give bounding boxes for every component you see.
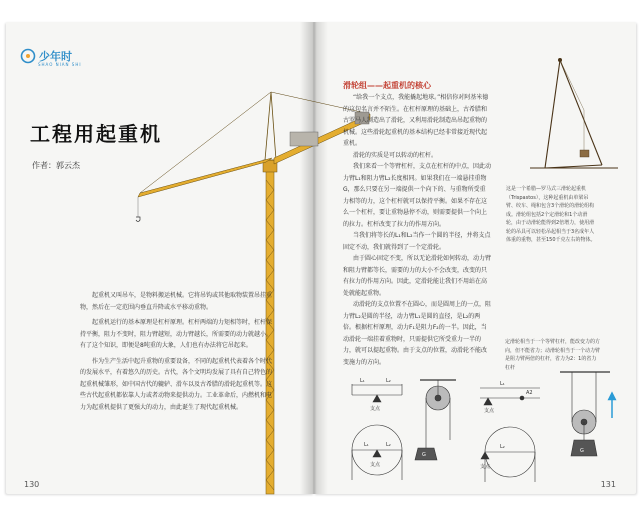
paragraph: “给我一个支点，我能撬起地球。”相信你对阿基米德的这句名言并不陌生。在杠杆原理的基础上，古希腊和古罗马人制造出了滑轮，又利用滑轮制造出吊起重物的机械。这些滑轮起重机的基本结构已经非常接近现代起重机。 [343, 94, 489, 147]
section-heading: 滑轮组——起重机的核心 [343, 81, 431, 90]
pulley-caption: 定滑轮相当于一个等臂杠杆，能改变力的方向，但不能省力；动滑轮相当于一个动力臂是阻力臂两倍的杠杆，省力为2：1的省力杠杆 [505, 339, 601, 371]
page-number-right: 131 [600, 480, 616, 489]
label-l1-circle: L₁ [364, 442, 369, 448]
paragraph: 我们来看一个等臂杠杆，支点在杠杆的中点，因此动力臂L₁和阻力臂L₂长度相同。如果我们在一端悬挂重物G，那么只要在另一端提供一个向下的、与重物所受重力相等的力，这个杠杆就可以保持平衡。如果不存在这么一个杠杆，要让重物悬停不动，则需要提供一个向上的拉力。杠杆改变了拉力的作用方向。 [343, 163, 492, 228]
label-l1: L₁ [360, 378, 365, 384]
crane-caption: 这是一个希腊—罗马式三滑轮起重机（Trispastos），这种起重机由单梁吊臂、绞车、绳和包含3个滑轮的滑轮组构成。滑轮组包括2个定滑轮和1个动滑轮，由于动滑轮能得到2倍增力，使用滑轮的吊具可以轻松吊起相当于3名成年人体重的重物，甚至150千克左右的物体。 [506, 186, 596, 243]
label-pivot-circle2: 支点 [480, 464, 491, 470]
label-pivot-circle: 支点 [370, 462, 381, 468]
paragraph: 起重机又叫吊车，是物料搬运机械。它将吊钩或其他取物装置吊挂重物，然后在一定范围内垂直升降或水平移动重物。 [80, 292, 273, 311]
label-l2-circle: L₂ [386, 442, 391, 448]
paragraph: 起重机运行的基本原理是杠杆原理。杠杆两端的力矩相等时，杠杆保持平衡，阻力不变时，阻力臂越短，动力臂越长，所需要的动力就越小。有了这个知识，即便是8吨重的大象，人们也有办法将它吊起来。 [80, 319, 273, 349]
paragraph: 作为生产生活中起升重物的重要设备，不同的起重机代表着各个时代的发展水平，有着悠久的历史。古代，各个文明均发展了具有自己特色的起重机械雏形，如中国古代的辘轳、滑车以及古希腊的滑轮起重机等。这些古代起重机都依靠人力或者动物来提供动力。工业革命后，内燃机和电力为起重机提供了更强大的动力，由此诞生了现代起重机械。 [80, 357, 273, 411]
label-g-fixed: G [422, 452, 426, 458]
label-pivot-lever2: 支点 [484, 408, 495, 414]
label-l2: L₂ [386, 378, 391, 384]
label-l2-circle2: L₂ [500, 444, 505, 450]
logo-name: 少年时 [39, 50, 72, 63]
page-number-left: 130 [24, 480, 40, 489]
label-g-movable: G [580, 448, 584, 454]
paragraph: 动滑轮的支点位置不在圆心，而是圆周上的一点，阻力臂L₂是圆的半径，动力臂L₁是圆的直径，是L₂的两倍。根据杠杆原理，动力F₁是阻力F₂的一半。因此，当动滑轮一端挂着重物时，只需提供它所受重力一半的力，就可以提起重物。由于支点的位置，动滑轮不能改变施力的方向。 [343, 301, 492, 366]
label-a2: A2 [526, 390, 533, 396]
label-l1-lever2: L₁ [500, 381, 505, 387]
paragraph: 滑轮的实质是可以转动的杠杆。 [353, 151, 438, 159]
author-line: 作者：郭云杰 [32, 161, 80, 170]
logo-subtitle: SHAO NIAN SHI [38, 62, 82, 67]
paragraph: 由于圆心固定不变，所以无论滑轮如何转动，动力臂和阻力臂都等长，需要的力的大小不会改变，改变的只有拉力的作用方向。因此，定滑轮能让我们不用站在高处就能起重物。 [343, 255, 492, 297]
label-pivot: 支点 [370, 406, 381, 412]
article-title: 工程用起重机 [30, 122, 162, 146]
paragraph: 当我们将等长的L₁和L₂当作一个圆的半径，并将支点固定不动，我们就得到了一个定滑轮。 [343, 232, 491, 251]
